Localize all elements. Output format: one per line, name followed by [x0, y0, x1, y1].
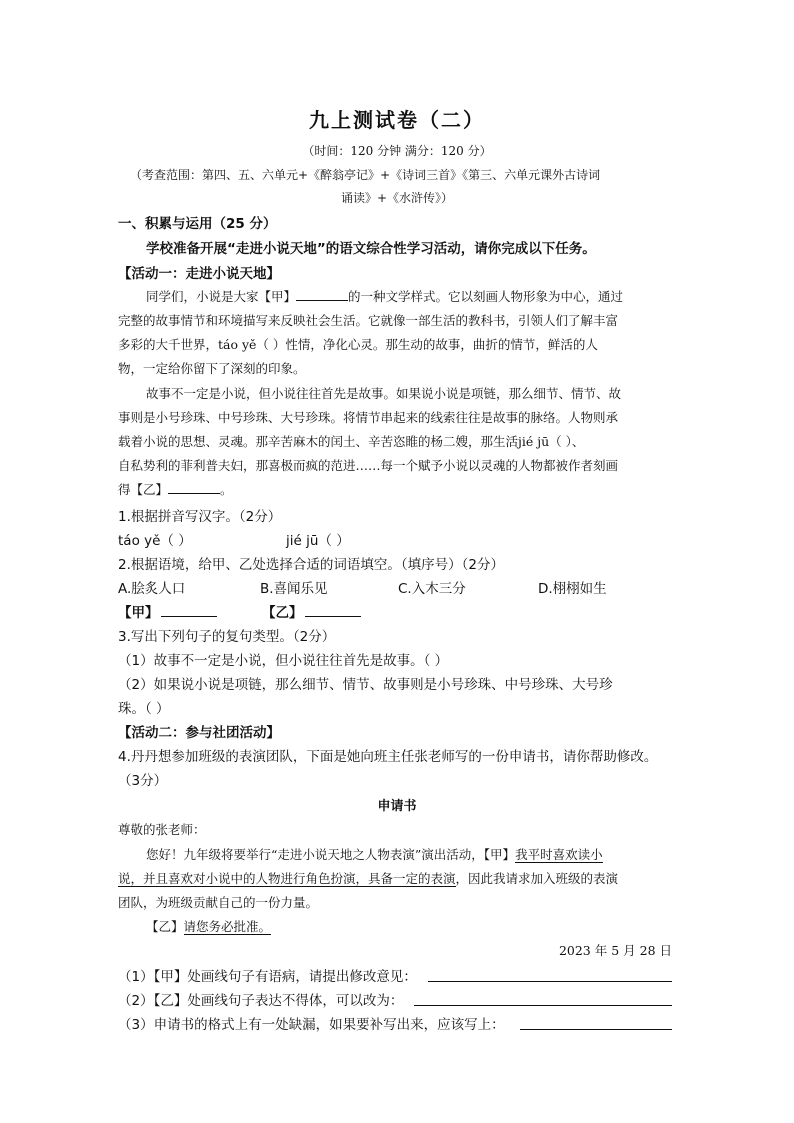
- subquestion-2: （2）【乙】处画线句子表达不得体，可以改为：: [118, 993, 404, 1009]
- passage-line: [146, 287, 623, 305]
- passage-line: 物，一定给你留下了深刻的印象。: [118, 361, 306, 376]
- question-2: 2.根据语境，给甲、乙处选择合适的词语填空。（填序号）（2分）: [118, 557, 504, 573]
- letter-text: 您好！九年级将要举行“走进小说天地之人物表演”演出活动，: [146, 847, 484, 862]
- question-4-cont: （3分）: [118, 773, 168, 789]
- letter-mark: 【甲】: [483, 847, 516, 862]
- yi-answer: [262, 601, 361, 621]
- letter-salutation: 尊敬的张老师：: [118, 822, 206, 837]
- subquestion-3: （3）申请书的格式上有一处缺漏，如果要补写出来，应该写上：: [118, 1017, 505, 1033]
- letter-line: 团队，为班级贡献自己的一份力量。: [118, 895, 319, 910]
- answer-blank[interactable]: [305, 604, 361, 617]
- section-heading: 一、积累与运用（25 分）: [118, 216, 277, 232]
- section-intro: 学校准备开展“走进小说天地”的语文综合性学习活动，请你完成以下任务。: [146, 241, 596, 257]
- underlined-sentence: 说，并且喜欢对小说中的人物进行角色扮演，具备一定的表演: [118, 871, 456, 886]
- passage-line: 多彩的大千世界，táo yě（ ）性情，净化心灵。那生动的故事，曲折的情节，鲜活的人: [118, 337, 598, 352]
- underlined-sentence: 我平时喜欢读小: [515, 847, 603, 862]
- letter-title: 申请书: [377, 799, 417, 814]
- activity-1-title: 【活动一：走进小说天地】: [118, 266, 280, 282]
- subquestion-1: （1）【甲】处画线句子有语病，请提出修改意见：: [118, 969, 417, 985]
- q3-item-2: （2）如果说小说是项链，那么细节、情节、故事则是小号珍珠、中号珍珠、大号珍: [118, 677, 613, 693]
- letter-text: ，因此我请求加入班级的表演: [455, 871, 619, 886]
- passage-text: 得【乙】: [118, 482, 169, 497]
- activity-2-title: 【活动二：参与社团活动】: [118, 725, 280, 741]
- letter-line: [118, 869, 618, 887]
- letter-date: 2023 年 5 月 28 日: [558, 943, 672, 958]
- scope-line-1: （考查范围：第四、五、六单元+《醉翁亭记》+《诗词三首》《第三、六单元课外古诗词: [130, 168, 601, 182]
- question-4: 4.丹丹想参加班级的表演团队，下面是她向班主任张老师写的一份申请书，请你帮助修改。: [118, 749, 658, 765]
- option-c: C.入木三分: [398, 581, 466, 597]
- question-3: 3.写出下列句子的复句类型。（2分）: [118, 629, 336, 645]
- q3-item-1: （1）故事不一定是小说，但小说往往首先是故事。（ ）: [118, 653, 449, 669]
- jia-label: 【甲】: [118, 605, 159, 621]
- letter-mark: 【乙】: [146, 919, 184, 934]
- yi-label: 【乙】: [262, 605, 303, 621]
- passage-line: 完整的故事情节和环境描写来反映社会生活。它就像一部生活的教科书，引领人们了解丰富: [118, 313, 619, 328]
- jia-answer: [118, 601, 217, 621]
- pinyin-item-b: jié jū（ ）: [286, 533, 350, 549]
- answer-blank[interactable]: [296, 288, 348, 301]
- passage-text: 。: [220, 482, 233, 497]
- answer-line[interactable]: [520, 1028, 672, 1030]
- option-a: A.脍炙人口: [118, 581, 186, 597]
- underlined-sentence: 请您务必批准。: [183, 919, 272, 934]
- passage-line: 故事不一定是小说，但小说往往首先是故事。如果说小说是项链，那么细节、情节、故: [146, 386, 622, 401]
- time-info: （时间：120 分钟 满分：120 分）: [302, 144, 492, 158]
- pinyin-item-a: táo yě（ ）: [118, 533, 192, 549]
- answer-blank[interactable]: [161, 604, 217, 617]
- question-1: 1.根据拼音写汉字。（2分）: [118, 509, 282, 525]
- letter-line: [146, 917, 271, 935]
- answer-line[interactable]: [428, 980, 672, 982]
- letter-line: [146, 845, 603, 863]
- option-d: D.栩栩如生: [538, 581, 607, 597]
- q3-item-2-cont: 珠。（ ）: [118, 701, 170, 717]
- passage-text: 的一种文学样式。它以刻画人物形象为中心，通过: [348, 289, 624, 304]
- option-b: B.喜闻乐见: [260, 581, 328, 597]
- answer-line[interactable]: [414, 1004, 672, 1006]
- answer-blank[interactable]: [168, 481, 220, 494]
- scope-line-2: 诵读》+《水浒传》）: [340, 191, 454, 205]
- passage-line: [118, 480, 233, 498]
- passage-line: 自私势利的菲利普夫妇，那喜极而疯的范进……每一个赋予小说以灵魂的人物都被作者刻画: [118, 458, 619, 473]
- passage-line: 载着小说的思想、灵魂。那辛苦麻木的闰土、辛苦恣睢的杨二嫂，那生活jié jū（ ）、: [118, 434, 585, 449]
- page-title: 九上测试卷（二）: [309, 108, 485, 132]
- passage-text: 同学们，小说是大家【甲】: [146, 289, 297, 304]
- passage-line: 事则是小号珍珠、中号珍珠、大号珍珠。将情节串起来的线索往往是故事的脉络。人物则承: [118, 410, 619, 425]
